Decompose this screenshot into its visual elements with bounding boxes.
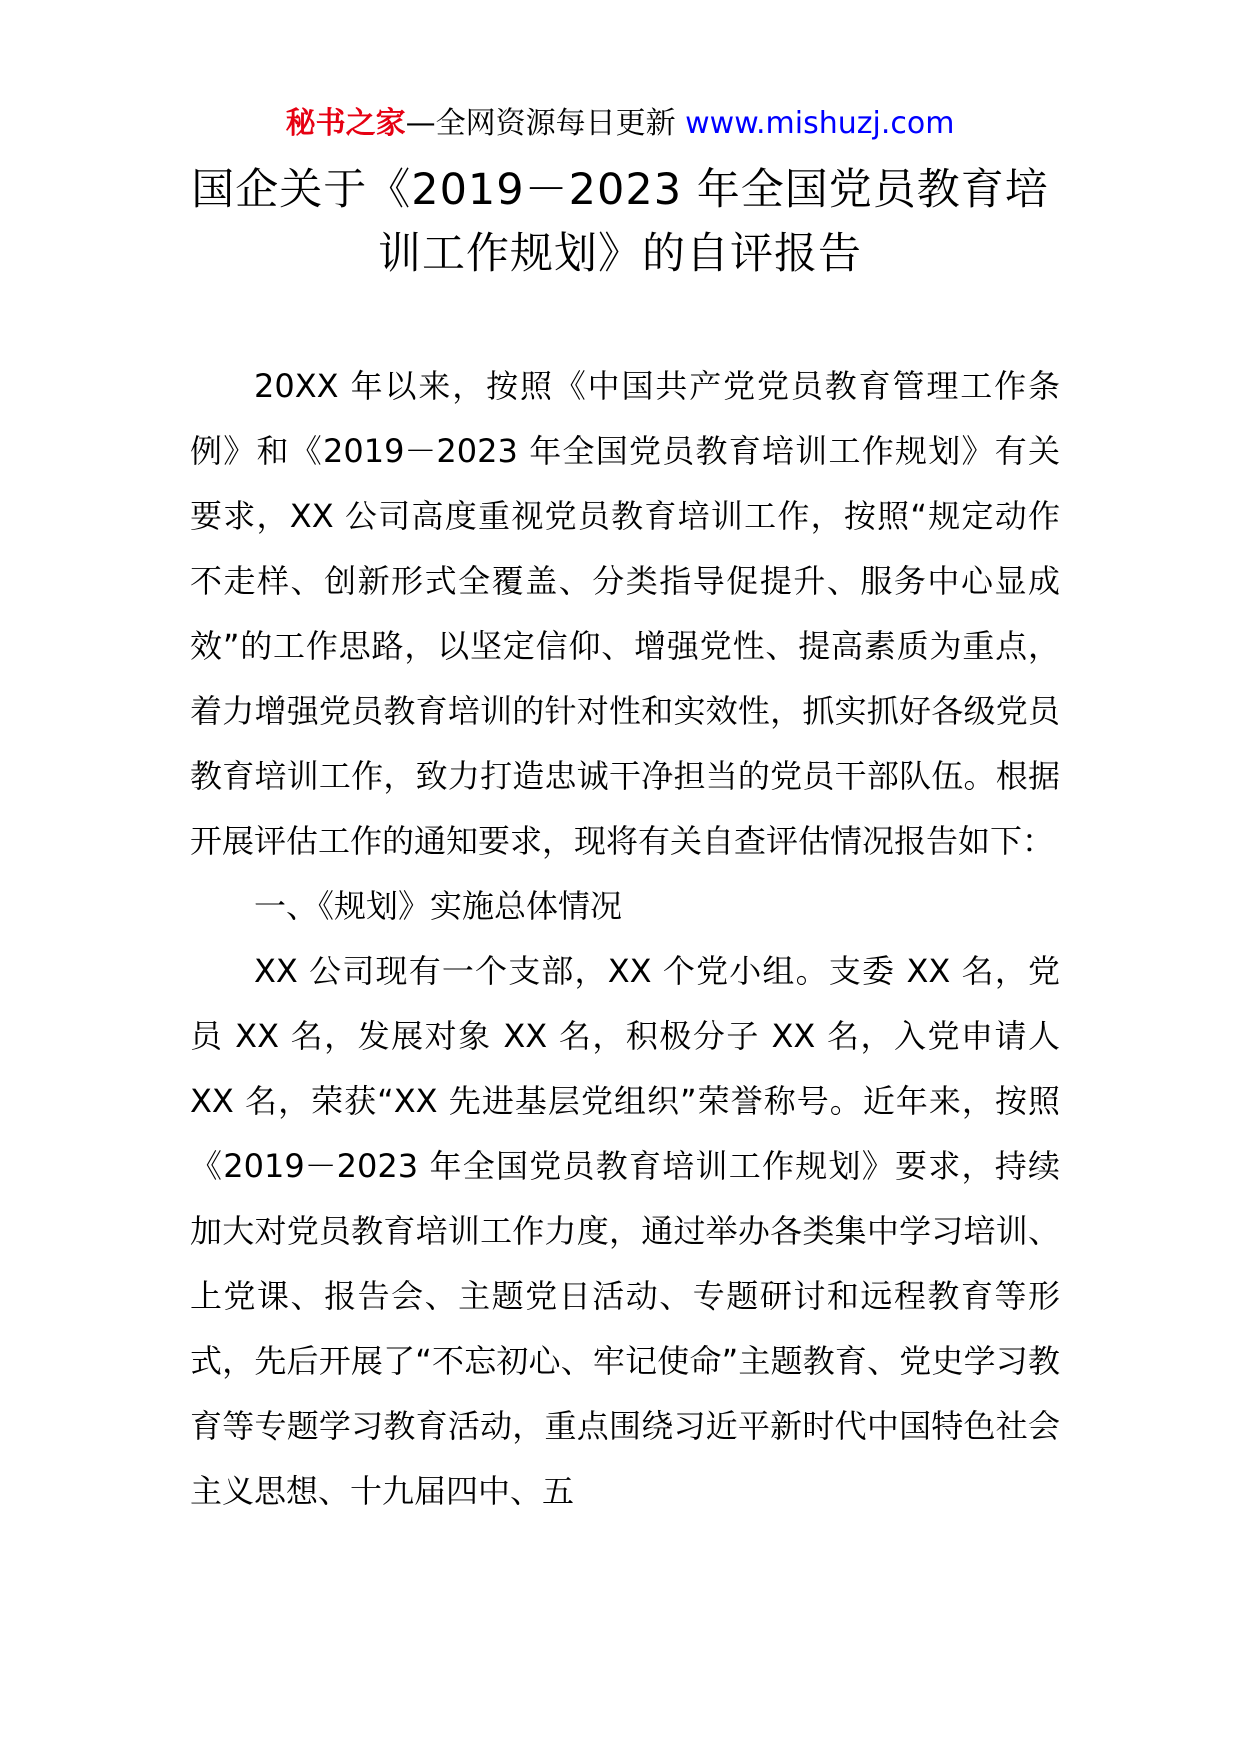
- overview-paragraph: XX 公司现有一个支部，XX 个党小组。支委 XX 名，党员 XX 名，发展对象 XX 名，积极分子 XX 名，入党申请人 XX 名，荣获“XX 先进基层党组织”荣誉称号。近年来，按照《2019－2023 年全国党员教育培训工作规划》要求，持续加大对党员教育培训工作力度，通过举办各类集中学习培训、上党课、报告会、主题党日活动、专题研讨和远程教育等形式，先后开展了“不忘初心、牢记使命”主题教育、党史学习教育等专题学习教育活动，重点围绕习近平新时代中国特色社会主义思想、十九届四中、五: [190, 952, 1060, 1510]
- intro-paragraph: 20XX 年以来，按照《中国共产党党员教育管理工作条例》和《2019－2023 年全国党员教育培训工作规划》有关要求，XX 公司高度重视党员教育培训工作，按照“规定动作不走样、创新形式全覆盖、分类指导促提升、服务中心显成效”的工作思路，以坚定信仰、增强党性、提高素质为重点，着力增强党员教育培训的针对性和实效性，抓实抓好各级党员教育培训工作，致力打造忠诚干净担当的党员干部队伍。根据开展评估工作的通知要求，现将有关自查评估情况报告如下：: [190, 367, 1060, 860]
- title-line-1: 国企关于《2019－2023 年全国党员教育培: [191, 165, 1049, 215]
- document-body: [190, 354, 1060, 1524]
- section-heading: 一、《规划》实施总体情况: [254, 887, 623, 925]
- site-url-link[interactable]: www.mishuzj.com: [685, 106, 955, 141]
- site-banner: [0, 100, 1240, 148]
- banner-tagline: —全网资源每日更新: [405, 106, 676, 141]
- brand-name: 秘书之家: [285, 106, 406, 141]
- document-title: [170, 158, 1070, 286]
- title-line-2: 训工作规划》的自评报告: [378, 229, 862, 279]
